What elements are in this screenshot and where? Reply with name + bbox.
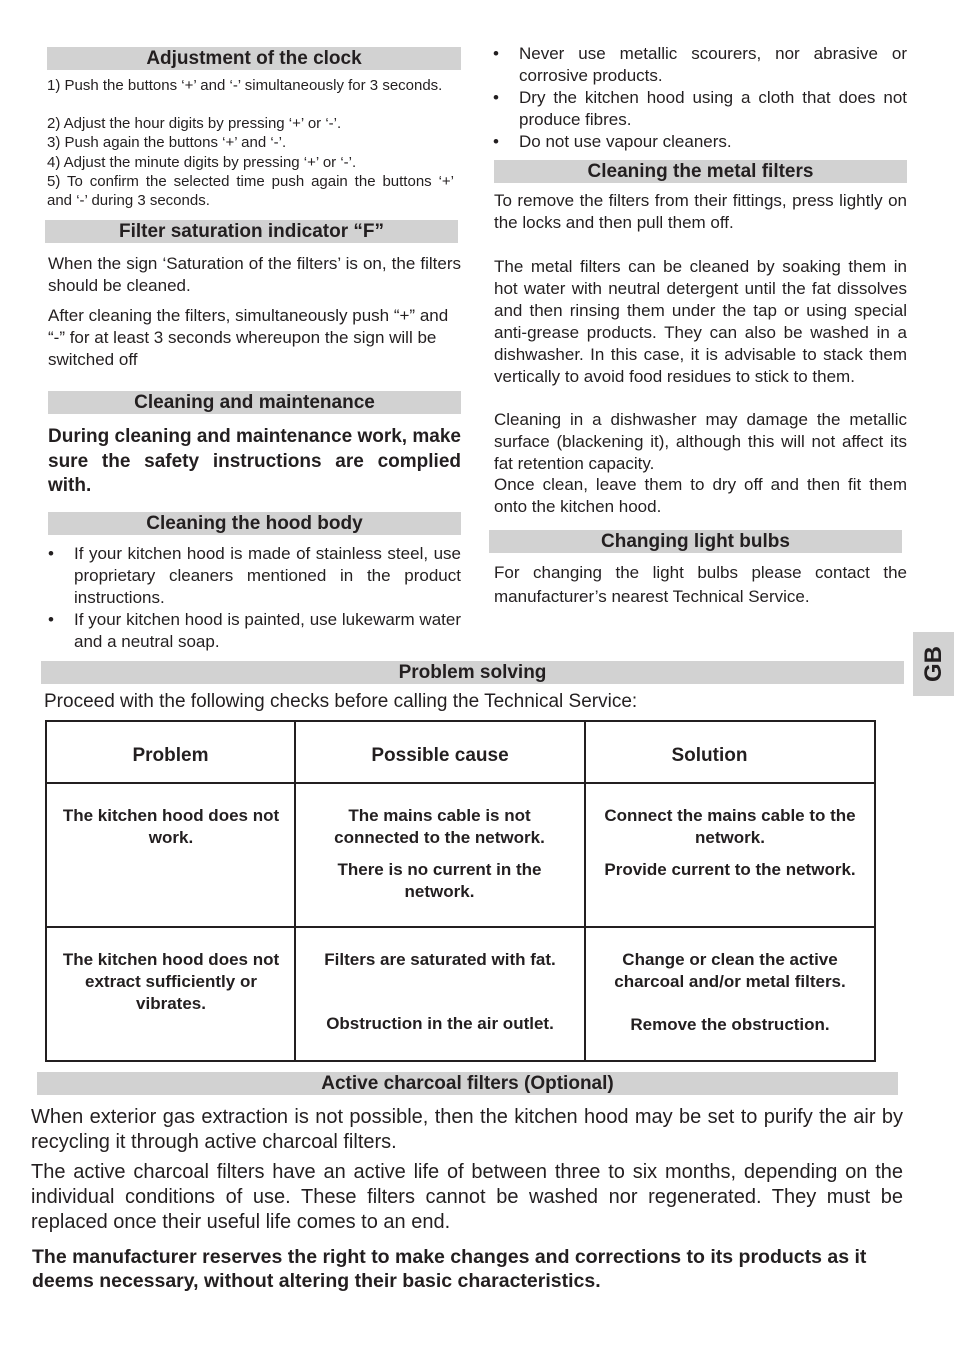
light-bulbs-text: For changing the light bulbs please contact the manufacturer’s nearest Technical Service. xyxy=(494,563,907,606)
column-header-problem: Problem xyxy=(132,745,209,766)
language-tab-label: GB xyxy=(919,646,947,682)
hood-body-list xyxy=(48,543,461,653)
column-header-cause: Possible cause xyxy=(371,745,509,766)
filter-indicator-text: After cleaning the filters, simultaneously push “+” and “-” for at least 3 seconds whereupon the sign will be switched off xyxy=(48,306,449,369)
table-cell-cause: Obstruction in the air outlet. xyxy=(326,1014,554,1033)
section-heading-hood-body: Cleaning the hood body xyxy=(48,512,461,535)
section-heading-light-bulbs: Changing light bulbs xyxy=(489,530,902,553)
metal-filters-text: Once clean, leave them to dry off and then fit them onto the kitchen hood. xyxy=(494,475,907,516)
table-cell-solution: Change or clean the active charcoal and/or metal filters. xyxy=(614,950,846,991)
metal-filters-text: To remove the filters from their fittings, press lightly on the locks and then pull them off. xyxy=(494,191,907,232)
column-header-solution: Solution xyxy=(671,745,748,766)
table-divider xyxy=(294,722,296,1060)
bullet-icon: • xyxy=(493,88,499,107)
section-heading-filter-indicator: Filter saturation indicator “F” xyxy=(45,220,458,243)
problem-solving-intro: Proceed with the following checks before calling the Technical Service: xyxy=(44,691,638,712)
language-tab xyxy=(913,632,954,696)
clock-step: 1) Push the buttons ‘+’ and ‘-’ simultaneously for 3 seconds. xyxy=(47,77,443,94)
bullet-icon: • xyxy=(493,44,499,63)
table-cell-cause: There is no current in the network. xyxy=(337,860,542,901)
section-heading-charcoal-filters: Active charcoal filters (Optional) xyxy=(37,1072,898,1095)
charcoal-text: When exterior gas extraction is not possible, then the kitchen hood may be set to purify the air by recycling it through active charcoal filters. xyxy=(31,1106,903,1153)
safety-warning: During cleaning and maintenance work, make sure the safety instructions are complied with. xyxy=(48,426,461,496)
metal-filters-text: Cleaning in a dishwasher may damage the metallic surface (blackening it), although this will not affect its fat retention capacity. xyxy=(494,410,907,473)
bullet-icon: • xyxy=(48,544,54,563)
cleaning-tips-list xyxy=(493,43,907,153)
filter-indicator-text: When the sign ‘Saturation of the filters’ is on, the filters should be cleaned. xyxy=(48,254,461,295)
section-heading-problem-solving: Problem solving xyxy=(41,661,904,684)
bullet-icon: • xyxy=(48,610,54,629)
bullet-icon: • xyxy=(493,132,499,151)
table-divider xyxy=(584,722,586,1060)
section-heading-metal-filters: Cleaning the metal filters xyxy=(494,160,907,183)
table-cell-cause: Filters are saturated with fat. xyxy=(324,950,556,969)
table-divider xyxy=(47,782,874,784)
clock-step: 2) Adjust the hour digits by pressing ‘+’ or ‘-’. xyxy=(47,115,342,132)
table-cell-solution: Connect the mains cable to the network. xyxy=(604,806,856,847)
list-item-text: Dry the kitchen hood using a cloth that does not produce fibres. xyxy=(519,88,907,129)
troubleshooting-table xyxy=(45,720,876,1062)
list-item xyxy=(493,43,907,87)
clock-step: 4) Adjust the minute digits by pressing ‘+’ or ‘-’. xyxy=(47,154,357,171)
section-heading-clock: Adjustment of the clock xyxy=(47,47,461,70)
section-heading-cleaning-maintenance: Cleaning and maintenance xyxy=(48,391,461,414)
metal-filters-text: The metal filters can be cleaned by soaking them in hot water with neutral detergent until the fat dissolves and then rinsing them under the tap or using special anti-grease products. They can also be washed in a dishwasher. In this case, it is advisable to stack them vertically to avoid food residues to stick to them. xyxy=(494,257,907,386)
charcoal-text: The active charcoal filters have an active life of between three to six months, depending on the individual conditions of use. These filters cannot be washed nor regenerated. They must be replaced once their useful life comes to an end. xyxy=(31,1161,903,1233)
list-item xyxy=(493,87,907,131)
clock-step: 3) Push again the buttons ‘+’ and ‘-’. xyxy=(47,134,287,151)
list-item xyxy=(493,131,907,153)
table-cell-solution: Provide current to the network. xyxy=(604,860,856,879)
list-item-text: If your kitchen hood is painted, use lukewarm water and a neutral soap. xyxy=(74,610,461,651)
table-cell-solution: Remove the obstruction. xyxy=(630,1015,830,1034)
clock-step: 5) To confirm the selected time push again the buttons ‘+’ and ‘-’ during 3 seconds. xyxy=(47,173,454,209)
table-cell-problem: The kitchen hood does not work. xyxy=(62,806,280,847)
list-item xyxy=(48,609,461,653)
list-item-text: Do not use vapour cleaners. xyxy=(519,132,732,151)
table-divider xyxy=(47,926,874,928)
list-item-text: Never use metallic scourers, nor abrasive or corrosive products. xyxy=(519,44,907,85)
manufacturer-disclaimer: The manufacturer reserves the right to make changes and corrections to its products as it deems necessary, without altering their basic characteristics. xyxy=(32,1246,867,1292)
list-item-text: If your kitchen hood is made of stainless steel, use proprietary cleaners mentioned in the product instructions. xyxy=(74,544,461,607)
table-cell-cause: The mains cable is not connected to the network. xyxy=(334,806,545,847)
table-cell-problem: The kitchen hood does not extract sufficiently or vibrates. xyxy=(62,950,280,1013)
list-item xyxy=(48,543,461,609)
